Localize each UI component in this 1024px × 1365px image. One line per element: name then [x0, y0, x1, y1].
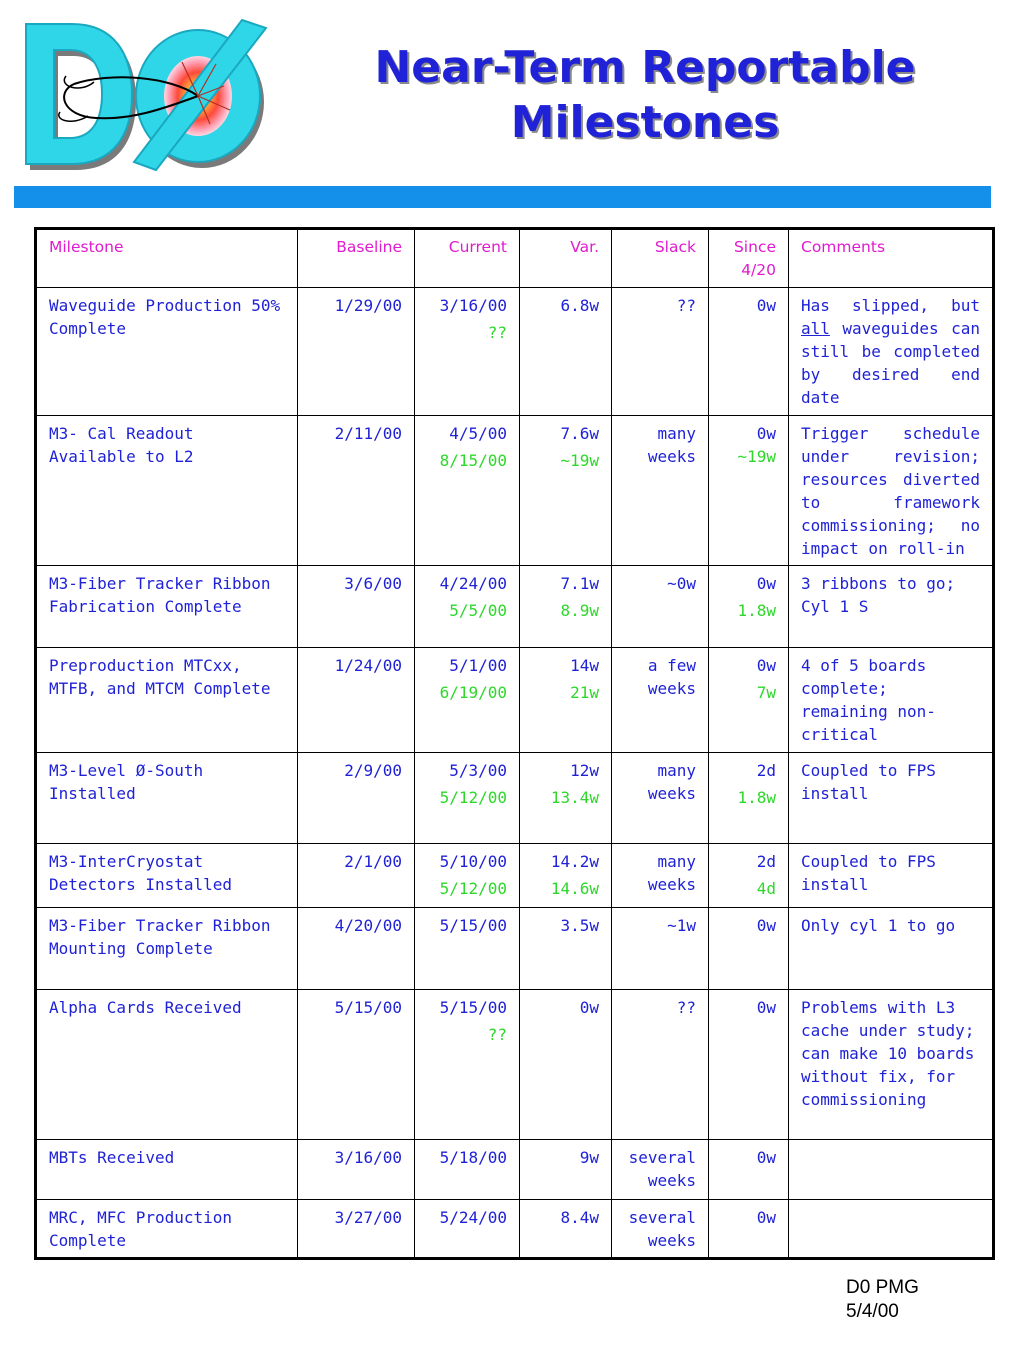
var-value: 3.5w: [560, 916, 599, 935]
milestone-cell: Preproduction MTCxx, MTFB, and MTCM Complete: [36, 648, 298, 753]
var-cell: [520, 648, 612, 753]
since-value: 0w: [756, 574, 776, 593]
since-cell: [709, 566, 789, 648]
title-rule: [14, 186, 991, 208]
var-cell: [520, 1200, 612, 1259]
footer-org: D0 PMG: [846, 1277, 919, 1298]
since-cell: [709, 908, 789, 990]
table-row: [36, 288, 994, 416]
comments-cell: 4 of 5 boards complete; remaining non-critical: [789, 648, 994, 753]
baseline-cell: 3/27/00: [298, 1200, 415, 1259]
current-cell: [415, 288, 520, 416]
comments-cell: [789, 1200, 994, 1259]
current-value: 5/18/00: [439, 1148, 507, 1167]
var-value: 7.1w: [560, 574, 599, 593]
comments-text: Has slipped, but: [801, 296, 980, 315]
comments-cell: Trigger schedule under revision; resources diverted to framework commissioning; no impact on roll-in: [789, 416, 994, 566]
current-value: 5/15/00: [439, 998, 507, 1017]
baseline-cell: 2/11/00: [298, 416, 415, 566]
table-row: [36, 908, 994, 990]
baseline-cell: 4/20/00: [298, 908, 415, 990]
var-cell: [520, 753, 612, 844]
var-cell: [520, 1140, 612, 1200]
var-updated-value: 8.9w: [560, 601, 599, 620]
table-row: [36, 1140, 994, 1200]
current-value: 3/16/00: [439, 296, 507, 315]
baseline-cell: 1/29/00: [298, 288, 415, 416]
var-cell: [520, 416, 612, 566]
current-cell: [415, 990, 520, 1140]
current-cell: [415, 908, 520, 990]
current-value: 5/24/00: [439, 1208, 507, 1227]
slack-cell: several weeks: [612, 1140, 709, 1200]
since-value: 0w: [756, 1208, 776, 1227]
column-header: Slack: [612, 229, 709, 288]
current-value: 5/1/00: [449, 656, 507, 675]
comments-cell: Coupled to FPS install: [789, 844, 994, 908]
current-updated-value: ??: [487, 323, 507, 342]
column-header: Var.: [520, 229, 612, 288]
var-cell: [520, 908, 612, 990]
table-header-row: [36, 229, 994, 288]
slack-cell: ??: [612, 288, 709, 416]
footer-date: 5/4/00: [846, 1301, 899, 1322]
baseline-cell: 5/15/00: [298, 990, 415, 1140]
var-value: 12w: [570, 761, 599, 780]
var-value: 14.2w: [550, 852, 599, 871]
current-updated-value: 6/19/00: [439, 683, 507, 702]
current-updated-value: 8/15/00: [439, 451, 507, 470]
baseline-cell: 3/16/00: [298, 1140, 415, 1200]
comments-cell: Coupled to FPS install: [789, 753, 994, 844]
column-header: Comments: [789, 229, 994, 288]
current-cell: [415, 844, 520, 908]
current-cell: [415, 1200, 520, 1259]
since-value: 0w: [756, 296, 776, 315]
current-value: 4/24/00: [439, 574, 507, 593]
slack-cell: ??: [612, 990, 709, 1140]
since-value: 0w: [756, 656, 776, 675]
milestone-cell: M3-Level Ø-South Installed: [36, 753, 298, 844]
since-value: 2d: [756, 761, 776, 780]
since-updated-value: 1.8w: [737, 788, 776, 807]
milestone-cell: M3-Fiber Tracker Ribbon Fabrication Complete: [36, 566, 298, 648]
milestone-cell: M3-Fiber Tracker Ribbon Mounting Complete: [36, 908, 298, 990]
since-cell: [709, 288, 789, 416]
current-updated-value: ??: [487, 1025, 507, 1044]
slack-cell: a few weeks: [612, 648, 709, 753]
comments-cell: [789, 288, 994, 416]
var-cell: [520, 990, 612, 1140]
var-value: 0w: [579, 998, 599, 1017]
var-value: 7.6w: [560, 424, 599, 443]
current-cell: [415, 1140, 520, 1200]
since-value: 0w: [756, 998, 776, 1017]
comments-cell: Problems with L3 cache under study; can make 10 boards without fix, for commissioning: [789, 990, 994, 1140]
milestones-table: [34, 227, 995, 1260]
since-value: 2d: [756, 852, 776, 871]
var-cell: [520, 288, 612, 416]
current-updated-value: 5/5/00: [449, 601, 507, 620]
table-row: [36, 990, 994, 1140]
baseline-cell: 1/24/00: [298, 648, 415, 753]
milestone-cell: M3- Cal Readout Available to L2: [36, 416, 298, 566]
var-updated-value: 21w: [570, 683, 599, 702]
slack-cell: many weeks: [612, 416, 709, 566]
milestone-cell: M3-InterCryostat Detectors Installed: [36, 844, 298, 908]
current-cell: [415, 753, 520, 844]
current-updated-value: 5/12/00: [439, 879, 507, 898]
current-cell: [415, 416, 520, 566]
since-cell: [709, 844, 789, 908]
column-header: Baseline: [298, 229, 415, 288]
since-value: 0w: [756, 1148, 776, 1167]
page-title: [300, 40, 990, 150]
since-cell: [709, 648, 789, 753]
var-value: 8.4w: [560, 1208, 599, 1227]
table-row: [36, 1200, 994, 1259]
since-value: 0w: [756, 916, 776, 935]
since-updated-value: ~19w: [737, 447, 776, 466]
since-cell: [709, 990, 789, 1140]
comments-cell: [789, 1140, 994, 1200]
table-row: [36, 648, 994, 753]
slack-cell: many weeks: [612, 844, 709, 908]
table-row: [36, 753, 994, 844]
slack-cell: ~0w: [612, 566, 709, 648]
comments-underlined-text: all: [801, 319, 830, 338]
var-updated-value: ~19w: [560, 451, 599, 470]
current-value: 5/15/00: [439, 916, 507, 935]
since-cell: [709, 416, 789, 566]
current-cell: [415, 566, 520, 648]
since-cell: [709, 753, 789, 844]
since-updated-value: 4d: [756, 879, 776, 898]
baseline-cell: 2/1/00: [298, 844, 415, 908]
column-header: Milestone: [36, 229, 298, 288]
since-value: 0w: [756, 424, 776, 443]
var-updated-value: 13.4w: [550, 788, 599, 807]
comments-cell: Only cyl 1 to go: [789, 908, 994, 990]
title-line-1: Near-Term Reportable: [374, 42, 916, 93]
title-line-2: Milestones: [510, 97, 780, 148]
footer: [846, 1276, 919, 1324]
current-updated-value: 5/12/00: [439, 788, 507, 807]
since-updated-value: 1.8w: [737, 601, 776, 620]
comments-text: waveguides can still be completed by desired end date: [801, 319, 980, 407]
slack-cell: several weeks: [612, 1200, 709, 1259]
table-row: [36, 844, 994, 908]
d0-logo: [10, 14, 272, 174]
table-row: [36, 416, 994, 566]
milestone-cell: Waveguide Production 50% Complete: [36, 288, 298, 416]
milestone-cell: MRC, MFC Production Complete: [36, 1200, 298, 1259]
since-updated-value: 7w: [756, 683, 776, 702]
var-value: 9w: [579, 1148, 599, 1167]
milestone-cell: Alpha Cards Received: [36, 990, 298, 1140]
current-value: 5/3/00: [449, 761, 507, 780]
current-value: 4/5/00: [449, 424, 507, 443]
baseline-cell: 2/9/00: [298, 753, 415, 844]
since-cell: [709, 1200, 789, 1259]
var-cell: [520, 844, 612, 908]
current-value: 5/10/00: [439, 852, 507, 871]
slack-cell: many weeks: [612, 753, 709, 844]
var-cell: [520, 566, 612, 648]
var-value: 14w: [570, 656, 599, 675]
milestone-cell: MBTs Received: [36, 1140, 298, 1200]
slack-cell: ~1w: [612, 908, 709, 990]
var-value: 6.8w: [560, 296, 599, 315]
since-cell: [709, 1140, 789, 1200]
comments-cell: 3 ribbons to go; Cyl 1 S: [789, 566, 994, 648]
baseline-cell: 3/6/00: [298, 566, 415, 648]
column-header: Since 4/20: [709, 229, 789, 288]
column-header: Current: [415, 229, 520, 288]
current-cell: [415, 648, 520, 753]
var-updated-value: 14.6w: [550, 879, 599, 898]
table-row: [36, 566, 994, 648]
